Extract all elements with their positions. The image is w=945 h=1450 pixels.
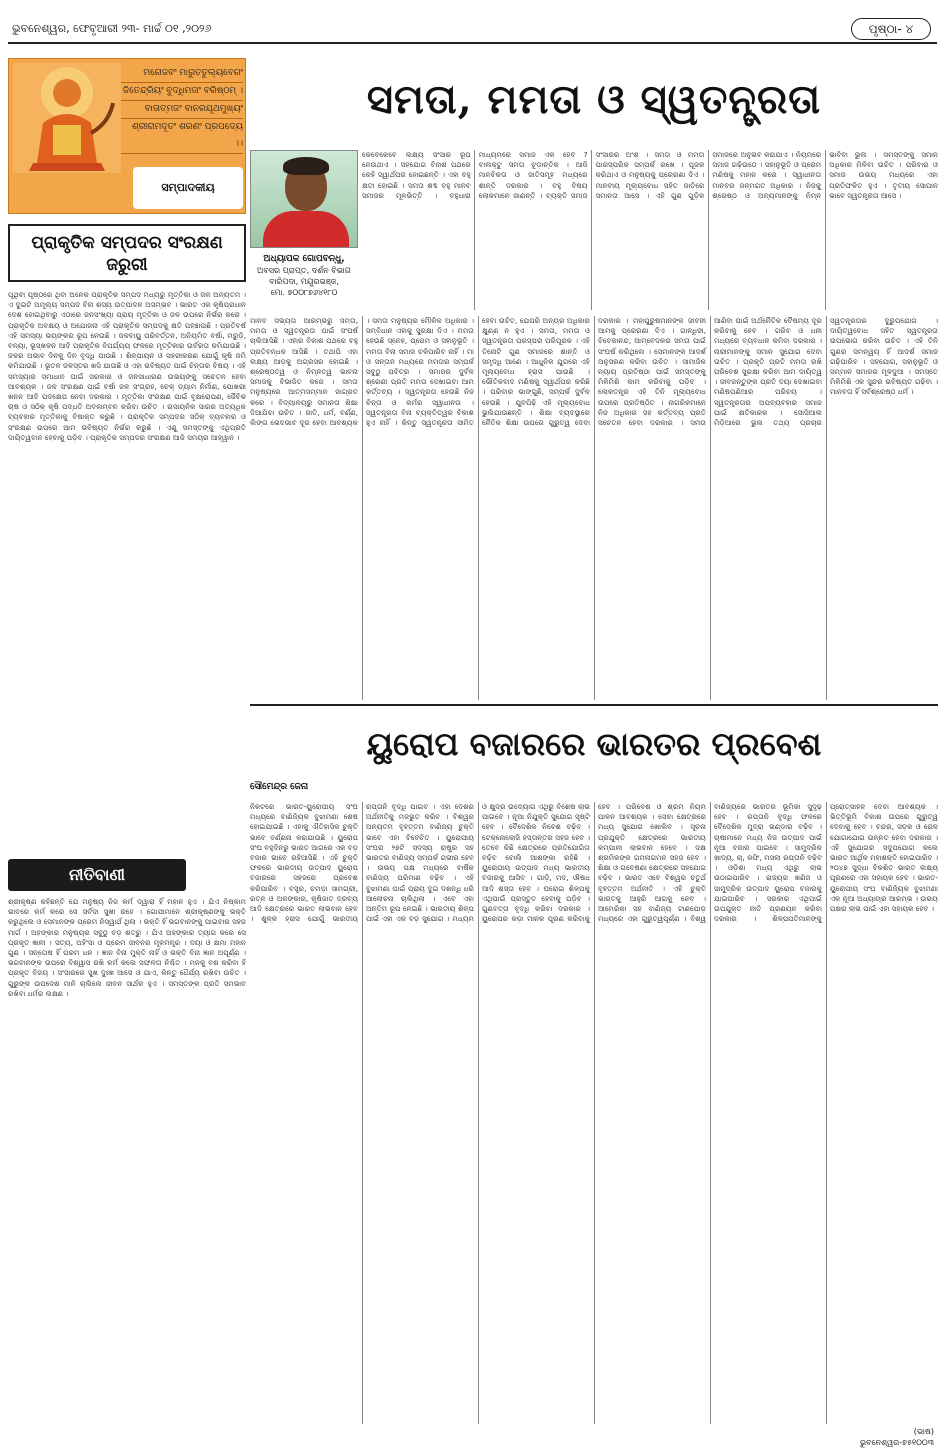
author-role: ଅବସର ପ୍ରାପ୍ତ, ଦର୍ଶନ ବିଭାଗ bbox=[257, 266, 351, 275]
verse-box bbox=[8, 58, 246, 214]
verse-line: ବାତାତ୍ମଜଂ ବାନରଯୂଥମୁଖ୍ୟଂ bbox=[121, 101, 243, 119]
sign-place: ଭୁବନେଶ୍ୱର-୭୫୧୦୦୩ bbox=[859, 1438, 934, 1447]
article1-headline: ସମତା, ମମତା ଓ ସ୍ୱତନ୍ତ୍ରତା bbox=[366, 76, 822, 123]
verse-line: ଶ୍ରୀରାମଦୂତଂ ଶରଣଂ ପ୍ରପଦ୍ୟେ ।। bbox=[121, 119, 243, 154]
article1-body: ମାନବ ସଭ୍ୟତା ଆରମ୍ଭରୁ ସମତା, ମମତା ଓ ସ୍ୱତନ୍ତ୍ରତା ପାଇଁ ସଂଘର୍ଷ ଚାଲିଆସିଛି । ଏହାର ବିକାଶ ପଥରେ ବହୁ ପ୍ରତିବନ୍ଧକ ଆସିଛି । ତଥାପି ଏହା ଲକ୍ଷ୍ୟ ଆଡ଼କୁ ଅଗ୍ରସର ହୋଇଛି । ଶ୍ରେଷ୍ଠତ୍ୱ ଓ ନିମ୍ନତ୍ୱ ଭାବନା ସମାଜକୁ ବିଭାଜିତ କରେ । ସମତା ମନୁଷ୍ୟରେ ଆତ୍ମସମ୍ମାନ ଜାଗ୍ରତ କରେ । ବିଦ୍ୟାଳୟରୁ ସମାନତା ଶିକ୍ଷା ଦିଆଯିବା ଉଚିତ । ଜାତି, ଧର୍ମ, ବର୍ଣ୍ଣ, ଲିଙ୍ଗ ଭେଦଭାବ ଦୂର ହେବା ଆବଶ୍ୟକ । ସମତା ମନୁଷ୍ୟର ମୌଳିକ ଅଧିକାର । ସମ୍ବିଧାନ ଏହାକୁ ସୁରକ୍ଷା ଦିଏ । ମମତା ହେଉଛି ସ୍ନେହ, ପ୍ରେମ ଓ ସହାନୁଭୂତି । ମମତା ବିନା ସମାଜ ଚଳିପାରିବ ନାହିଁ । ମା ଓ ସନ୍ତାନ ମଧ୍ୟରେ ମମତାର ସମ୍ପର୍କ ସବୁଠୁ ପବିତ୍ର । ସମାଜର ଦୁର୍ବଳ ଶ୍ରେଣୀ ପ୍ରତି ମମତା ଦେଖାଇବା ଆମ କର୍ତ୍ତବ୍ୟ । ସ୍ୱତନ୍ତ୍ରତା ହେଉଛି ନିଜ ଚିନ୍ତା ଓ କର୍ମର ସ୍ୱାଧୀନତା । ସ୍ୱତନ୍ତ୍ରତା ବିନା ବ୍ୟକ୍ତିତ୍ୱର ବିକାଶ ହୁଏ ନାହିଁ । କିନ୍ତୁ ସ୍ୱତନ୍ତ୍ରତା ସୀମିତ ହେବା ଉଚିତ, ଯେପରି ଅନ୍ୟର ଅଧିକାର କ୍ଷୁଣ୍ଣ ନ ହୁଏ । ସମତା, ମମତା ଓ ସ୍ୱତନ୍ତ୍ରତା ପରସ୍ପର ପରିପୂରକ । ଏହି ତିନୋଟି ଗୁଣ ସମାଜରେ ଶାନ୍ତି ଓ ସମୃଦ୍ଧି ଆଣେ । ଆଧୁନିକ ଯୁଗରେ ଏହି ମୂଲ୍ୟବୋଧ ହ୍ରାସ ପାଉଛି । ଭୌତିକବାଦ ମଣିଷକୁ ସ୍ୱାର୍ଥପର କରିଛି । ପରିବାର ଭାଙ୍ଗୁଛି, ସମ୍ପର୍କ ଦୁର୍ବଳ ହେଉଛି । ଯୁବପିଢ଼ି ଏହି ମୂଲ୍ୟବୋଧ ଭୁଲିଯାଉଛନ୍ତି । ଶିକ୍ଷା ବ୍ୟବସ୍ଥାରେ ନୈତିକ ଶିକ୍ଷା ଉପରେ ଗୁରୁତ୍ୱ ଦେବା ଦରକାର । ମହାପୁରୁଷମାନଙ୍କ ଜୀବନୀ ଆମକୁ ପ୍ରେରଣା ଦିଏ । ଗାନ୍ଧିଜୀ, ବିବେକାନନ୍ଦ, ଆମ୍ବେଦକର ସମତା ପାଇଁ ସଂଘର୍ଷ କରିଥିଲେ । ସେମାନଙ୍କ ଆଦର୍ଶ ଅନୁସରଣ କରିବା ଉଚିତ । ସାମାଜିକ ନ୍ୟାୟ ପ୍ରତିଷ୍ଠା ପାଇଁ ସମସ୍ତଙ୍କୁ ମିଳିମିଶି କାମ କରିବାକୁ ପଡ଼ିବ । ଲୋକତନ୍ତ୍ର ଏହି ତିନି ମୂଲ୍ୟବୋଧ ଉପରେ ପ୍ରତିଷ୍ଠିତ । ନାଗରିକମାନେ ନିଜ ଅଧିକାର ସହ କର୍ତ୍ତବ୍ୟ ପ୍ରତି ସଚେତନ ହେବା ଦରକାର । ସମତା ଆଣିବା ପାଇଁ ଅର୍ଥନୈତିକ ବୈଷମ୍ୟ ଦୂର କରିବାକୁ ହେବ । ଗରିବ ଓ ଧନୀ ମଧ୍ୟରେ ବ୍ୟବଧାନ କମିବା ଦରକାର । ନାରୀମାନଙ୍କୁ ସମାନ ସୁଯୋଗ ଦେବା ଉଚିତ । ପ୍ରକୃତି ପ୍ରତି ମମତା ରଖି ପରିବେଶ ସୁରକ୍ଷା କରିବା ଆମ ଦାୟିତ୍ୱ । ଜୀବଜନ୍ତୁଙ୍କ ପ୍ରତି ଦୟା ଦେଖାଇବା ମଣିଷପଣିଆର ପରିଚୟ । ସ୍ୱତନ୍ତ୍ରତାର ଅପବ୍ୟବହାର ସମାଜ ପାଇଁ କ୍ଷତିକାରକ । ସୋସିଆଲ ମିଡ଼ିଆରେ ଭୁଲ ତଥ୍ୟ ପ୍ରଚାର ସ୍ୱତନ୍ତ୍ରତାର ଦୁରୁପଯୋଗ । ଦାୟିତ୍ୱବୋଧ ସହିତ ସ୍ୱତନ୍ତ୍ରତା ଉପଭୋଗ କରିବା ଉଚିତ । ଏହି ତିନି ଗୁଣର ସମନ୍ୱୟ ହିଁ ଆଦର୍ଶ ସମାଜ ଗଢ଼ିପାରିବ । ସହଯୋଗ, ସହାନୁଭୂତି ଓ ସମ୍ମାନ ସମାଜର ମୂଳଦୁଆ । ସମସ୍ତେ ମିଳିମିଶି ଏକ ସୁନ୍ଦର ଭବିଷ୍ୟତ ଗଢ଼ିବା । ମାନବତା ହିଁ ସର୍ବଶ୍ରେଷ୍ଠ ଧର୍ମ । bbox=[250, 316, 938, 428]
article2-body: ନିକଟରେ ଭାରତ-ୟୁରୋପୀୟ ସଂଘ ମଧ୍ୟରେ ବାଣିଜ୍ୟିକ ବୁଝାମଣା ଶେଷ ହୋଇଯାଇଛି । ଏହାକୁ ଐତିହାସିକ ଚୁକ୍ତି ଭାବେ ବର୍ଣ୍ଣନା କରାଯାଉଛି । ୟୁରୋପ ସଂଘ ବହୁଦିନରୁ ଭାରତ ଆଗରେ ଏକ ବଡ଼ ବଜାର ଭାବେ ରହିଆସିଛି । ଏହି ଚୁକ୍ତି ଫଳରେ ଭାରତୀୟ ଉତ୍ପାଦ ୟୁରୋପ ବଜାରରେ ସହଜରେ ପ୍ରବେଶ କରିପାରିବ । ବସ୍ତ୍ର, ଚମଡ଼ା ସାମଗ୍ରୀ, ରତ୍ନ ଓ ଅଳଙ୍କାର, କୃଷିଜାତ ଦ୍ରବ୍ୟ ଆଦି କ୍ଷେତ୍ରରେ ଭାରତ ଲାଭବାନ ହେବ । ଶୁଳ୍କ ହ୍ରାସ ଯୋଗୁଁ ଭାରତୀୟ ରପ୍ତାନି ବୃଦ୍ଧି ପାଇବ । ଏହା ଦେଶର ଅର୍ଥନୀତିକୁ ମଜଭୁତ କରିବ । ବିଶ୍ୱର ଅନ୍ୟତମ ବୃହତ୍ତମ ବାଣିଜ୍ୟ ଚୁକ୍ତି ଭାବେ ଏହା ବିବେଚିତ । ୟୁରୋପୀୟ ସଂଘର ୨୭ଟି ସଦସ୍ୟ ରାଷ୍ଟ୍ର ସହ ଭାରତର ବାଣିଜ୍ୟ ସମ୍ପର୍କ ଗଭୀର ହେବ । ଉଭୟ ପକ୍ଷ ମଧ୍ୟରେ ବାର୍ଷିକ ବାଣିଜ୍ୟ ପରିମାଣ ବଢ଼ିବ । ଏହି ବୁଝାମଣା ପାଇଁ ପ୍ରାୟ ଦୁଇ ଦଶନ୍ଧି ଧରି ଆଲୋଚନା ଚାଲିଥିଲା । ଏବେ ଏହା ଅନ୍ତିମ ରୂପ ନେଇଛି । ଭାରତୀୟ ଶିଳ୍ପ ପାଇଁ ଏହା ଏକ ବଡ଼ ସୁଯୋଗ । ମଧ୍ୟମ ଓ କ୍ଷୁଦ୍ର ଉଦ୍ୟୋଗ ଏଥିରୁ ବିଶେଷ ଲାଭ ପାଇବେ । ନୂଆ ନିଯୁକ୍ତି ସୁଯୋଗ ସୃଷ୍ଟି ହେବ । ବୈଦେଶିକ ନିବେଶ ବଢ଼ିବ । ଟେକ୍ନୋଲୋଜି ହସ୍ତାନ୍ତର ସହଜ ହେବ । ତେବେ କିଛି କ୍ଷେତ୍ରରେ ପ୍ରତିଯୋଗିତା ବଢ଼ିବ ବୋଲି ଆଶଙ୍କା ରହିଛି । ୟୁରୋପୀୟ ଉତ୍ପାଦ ମଧ୍ୟ ଭାରତୀୟ ବଜାରକୁ ଆସିବ । ଗାଡ଼ି, ମଦ, ଔଷଧ ଆଦି ଶସ୍ତା ହେବ । ଘରୋଇ ଶିଳ୍ପକୁ ଏଥିପାଇଁ ପ୍ରସ୍ତୁତ ହେବାକୁ ପଡ଼ିବ । ଗୁଣବତ୍ତା ବୃଦ୍ଧି କରିବା ଦରକାର । ୟୁରୋପର କଡ଼ା ମାନକ ପୂରଣ କରିବାକୁ ହେବ । ପରିବେଶ ଓ ଶ୍ରମ ନିୟମ ପାଳନ ଆବଶ୍ୟକ । ସେବା କ୍ଷେତ୍ରରେ ମଧ୍ୟ ସୁଯୋଗ ଖୋଲିବ । ସୂଚନା ପ୍ରଯୁକ୍ତି କ୍ଷେତ୍ରରେ ଭାରତୀୟ କମ୍ପାନୀ ଲାଭବାନ ହେବେ । ଦକ୍ଷ ଶ୍ରମିକଙ୍କ ଗମନାଗମନ ସହଜ ହେବ । ଶିକ୍ଷା ଓ ଗବେଷଣା କ୍ଷେତ୍ରରେ ସହଯୋଗ ବଢ଼ିବ । ଭାରତ ଏବେ ବିଶ୍ୱର ଚତୁର୍ଥ ବୃହତ୍ତମ ଅର୍ଥନୀତି । ଏହି ଚୁକ୍ତି ଭାରତକୁ ଆହୁରି ଆଗକୁ ନେବ । ଆମେରିକା ସହ ବାଣିଜ୍ୟ ଟାଣପୋଡ଼ ମଧ୍ୟରେ ଏହା ଗୁରୁତ୍ୱପୂର୍ଣ୍ଣ । ବିଶ୍ୱ ବାଣିଜ୍ୟରେ ଭାରତର ଭୂମିକା ସୁଦୃଢ଼ ହେବ । ରପ୍ତାନି ବୃଦ୍ଧି ଫଳରେ ବୈଦେଶିକ ମୁଦ୍ରା ଭଣ୍ଡାର ବଢ଼ିବ । ଚାଷୀମାନେ ମଧ୍ୟ ନିଜ ଉତ୍ପାଦ ପାଇଁ ନୂଆ ବଜାର ପାଇବେ । ସାମୁଦ୍ରିକ ଖାଦ୍ୟ, ଚା, କଫି, ମସଲା ରପ୍ତାନି ବଢ଼ିବ । ଓଡ଼ିଶା ମଧ୍ୟ ଏଥିରୁ ଲାଭ ଉଠାଇପାରିବ । ରାଜ୍ୟର ଖଣିଜ ଓ ସାମୁଦ୍ରିକ ଉତ୍ପାଦ ୟୁରୋପ ବଜାରକୁ ଯାଇପାରିବ । ସରକାର ଏଥିପାଇଁ ଉପଯୁକ୍ତ ନୀତି ପ୍ରଣୟନ କରିବା ଦରକାର । ଶିଳ୍ପପତିମାନଙ୍କୁ ପ୍ରୋତ୍ସାହନ ଦେବା ଆବଶ୍ୟକ । ଭିତ୍ତିଭୂମି ବିକାଶ ଉପରେ ଗୁରୁତ୍ୱ ଦେବାକୁ ହେବ । ବନ୍ଦର, ସଡ଼କ ଓ ରେଳ ଯୋଗାଯୋଗ ଉନ୍ନତ ହେବା ଦରକାର । ଏହି ସୁଯୋଗର ସଦୁପଯୋଗ କଲେ ଭାରତ ଆର୍ଥିକ ମହାଶକ୍ତି ହୋଇପାରିବ । ୨୦୪୭ ସୁଦ୍ଧା ବିକଶିତ ଭାରତ ଲକ୍ଷ୍ୟ ପୂରଣରେ ଏହା ସହାୟକ ହେବ । ଭାରତ-ୟୁରୋପୀୟ ସଂଘ ବାଣିଜ୍ୟିକ ବୁଝାମଣା ଏକ ନୂଆ ଅଧ୍ୟାୟର ଆରମ୍ଭ । ଉଭୟ ପକ୍ଷର ଲାଭ ପାଇଁ ଏହା ସହାୟକ ହେବ । bbox=[250, 802, 938, 924]
article2-headline: ୟୁରୋପ ବଜାରରେ ଭାରତର ପ୍ରବେଶ bbox=[366, 725, 822, 763]
author-place: ବାରିପଦା, ମୟୂରଭଞ୍ଜ, bbox=[269, 277, 339, 286]
verse-text bbox=[121, 65, 243, 154]
sign-source: (ଭାଷ) bbox=[913, 1427, 934, 1436]
dateline: ଭୁବନେଶ୍ୱର, ଫେବୃଆରୀ ୨୩- ମାର୍ଚ୍ଚ ୦୧ ,୨୦୨୬ bbox=[12, 22, 212, 35]
section-divider bbox=[250, 704, 938, 706]
sampadakiya-label: ସମ୍ପାଦକୀୟ bbox=[133, 167, 243, 209]
page-header bbox=[8, 18, 937, 44]
hanuman-illustration-icon bbox=[13, 63, 121, 173]
article2-sign bbox=[860, 1426, 934, 1448]
article2-byline: ସୌମେନ୍ଦ୍ର ଜେନା bbox=[250, 782, 309, 792]
author-name: ଅଧ୍ୟାପକ ଗୋପବନ୍ଧୁ, bbox=[263, 254, 345, 264]
nitibani-title: ନୀତିବାଣୀ bbox=[8, 859, 186, 891]
author-info bbox=[250, 254, 358, 298]
verse-line: ମନୋଜବଂ ମାରୁତତୁଲ୍ୟବେଗଂ bbox=[121, 65, 243, 83]
author-phone: ମୋ. ୭୦୦୮୭୬୪୧୮୦ bbox=[270, 288, 338, 297]
author-photo bbox=[250, 150, 358, 248]
nitibani-body: ଶ୍ରୀକୃଷ୍ଣ କହିଛନ୍ତି ଯେ ମନୁଷ୍ୟ ନିଜ କର୍ମ ଦ୍ୱାରା ହିଁ ମହାନ ହୁଏ । ଯିଏ ନିଷ୍କାମ ଭାବରେ କର୍ମ କରେ ସେ ସର୍ବଦା ସୁଖୀ ରହେ । ଗୋପୀମାନେ ଶ୍ରୀକୃଷ୍ଣଙ୍କୁ ଭକ୍ତି କରୁଥିଲେ ଓ ସେମାନଙ୍କ ପ୍ରେମ ନିସ୍ୱାର୍ଥ ଥିଲା । ଭକ୍ତି ହିଁ ଭଗବାନଙ୍କୁ ପାଇବାର ସହଜ ମାର୍ଗ । ଅହଙ୍କାର ମନୁଷ୍ୟର ସବୁଠୁ ବଡ଼ ଶତ୍ରୁ । ଯିଏ ଅହଙ୍କାର ତ୍ୟାଗ କରେ ସେ ପ୍ରକୃତ ଜ୍ଞାନୀ । ସତ୍ୟ, ଅହିଂସା ଓ ପ୍ରେମ ଜୀବନର ମୂଳମନ୍ତ୍ର । ଦୟା ଓ କ୍ଷମା ମହାନ ଗୁଣ । ସନ୍ତୋଷ ହିଁ ପରମ ଧନ । ଜ୍ଞାନ ବିନା ମୁକ୍ତି ନାହିଁ ଓ ଭକ୍ତି ବିନା ଜ୍ଞାନ ଅପୂର୍ଣ୍ଣ । ଭଗବାନଙ୍କ ଉପରେ ବିଶ୍ୱାସ ରଖି କର୍ମ କଲେ ସଫଳତା ନିଶ୍ଚିତ । ମନକୁ ବଶ କରିବା ହିଁ ପ୍ରକୃତ ବିଜୟ । ସଂସାରରେ ସୁଖ ଦୁଃଖ ଆସେ ଓ ଯାଏ, କିନ୍ତୁ ଧୈର୍ଯ୍ୟ ରଖିବା ଉଚିତ । ଗୁରୁଙ୍କ ଉପଦେଶ ମାନି ଚାଲିଲେ ଜୀବନ ସାର୍ଥକ ହୁଏ । ସମସ୍ତଙ୍କ ପ୍ରତି ସମଭାବ ରଖିବା ଧର୍ମର ଲକ୍ଷଣ । bbox=[8, 897, 246, 998]
editorial-title: ପ୍ରାକୃତିକ ସମ୍ପଦର ସଂରକ୍ଷଣ ଜରୁରୀ bbox=[8, 224, 246, 282]
editorial-body: ପୃଥିବୀ ପୃଷ୍ଠରେ ଥିବା ଅନେକ ପ୍ରାକୃତିକ ସମ୍ପଦ ମଧ୍ୟରୁ ମୃତ୍ତିକା ଓ ଜଳ ଅନ୍ୟତମ । ଏ ଦୁଇଟି ଅମୂଲ୍ୟ ସମ୍ପଦ ବିନା ଶସ୍ୟ ଉତ୍ପାଦନ ଅସମ୍ଭବ । ଭାରତ ଏକ କୃଷିପ୍ରଧାନ ଦେଶ ହୋଇଥିବାରୁ ଏଠାରେ ଜନସଂଖ୍ୟା ପ୍ରାୟ ମୃତ୍ତିକା ଓ ଜଳ ଉପରେ ନିର୍ଭର କରେ । ପ୍ରାକୃତିକ ଅବକ୍ଷୟ ଓ ଅଯୋଜନା ଏହି ପ୍ରାକୃତିକ ସମ୍ପଦକୁ କ୍ଷତି ପହଞ୍ଚାଉଛି । ପ୍ରତିବର୍ଷ ଏହି ସମସ୍ୟା ଭୟଙ୍କର ରୂପ ନେଉଛି । ଜଳବାୟୁ ପରିବର୍ତ୍ତନ, ଅନିୟମିତ ବର୍ଷା, ମରୁଡ଼ି, ବନ୍ୟା, ଭୂସ୍ଖଳନ ଆଦି ପ୍ରାକୃତିକ ବିପର୍ଯ୍ୟୟ ଫଳରେ ମୃତ୍ତିକାର ଉର୍ବରତା କମିଯାଉଛି । ଜଳର ଅଭାବ ଦିନକୁ ଦିନ ବୃଦ୍ଧି ପାଉଛି । ଶିଳ୍ପାୟନ ଓ ସହରୀକରଣ ଯୋଗୁଁ କୃଷି ଜମି କମିଯାଉଛି । ଭୂତଳ ଜଳସ୍ତର ଖସି ଯାଉଛି ଓ ଏହା ଭବିଷ୍ୟତ ପାଇଁ ଚିନ୍ତାର ବିଷୟ । ଏହି ସମସ୍ୟାର ସମାଧାନ ପାଇଁ ସରକାର ଓ ଜନସାଧାରଣ ଉଭୟଙ୍କୁ ସଚେତନ ହେବା ଆବଶ୍ୟକ । ଜଳ ସଂରକ୍ଷଣ ପାଇଁ ବର୍ଷା ଜଳ ସଂଗ୍ରହ, ଚେକ୍ ଡ୍ୟାମ ନିର୍ମାଣ, ପୋଖରୀ ଖନନ ଆଦି ପଦକ୍ଷେପ ନେବା ଦରକାର । ମୃତ୍ତିକା ସଂରକ୍ଷଣ ପାଇଁ ବୃକ୍ଷରୋପଣ, ଜୈବିକ ଚାଷ ଓ ସଠିକ୍ କୃଷି ପଦ୍ଧତି ଅବଲମ୍ବନ କରିବା ଉଚିତ । ରାସାୟନିକ ସାରର ଅତ୍ୟଧିକ ବ୍ୟବହାର ମୃତ୍ତିକାକୁ ବିଷାକ୍ତ କରୁଛି । ପ୍ରାକୃତିକ ସମ୍ପଦର ସଠିକ୍ ବ୍ୟବହାର ଓ ସଂରକ୍ଷଣ ଉପରେ ଆମ ଭବିଷ୍ୟତ ନିର୍ଭର କରୁଛି । ଏଣୁ ସମସ୍ତଙ୍କୁ ଏଥିପ୍ରତି ଦାୟିତ୍ୱବାନ ହେବାକୁ ପଡ଼ିବ । ପ୍ରାକୃତିକ ସମ୍ପଦର ସଂରକ୍ଷଣ ଆଜି ସମୟର ଆହ୍ୱାନ । bbox=[8, 290, 246, 442]
article1-top-text: କେବେକେବେ ଲକ୍ଷ୍ୟ ସଂସାର ରୂପ ନେଉଥାଏ । ସହଯୋଗ ବିନାଶ ପଥରେ କେହି ସ୍ୱାର୍ଥପର ହୋଇଛନ୍ତି । ଏହା ବହୁ କ୍ଷତୀ ହୋଇଛି । ସମତା ଶବ୍ଦ ବହୁ ମାନବ ସମାଜର ମୂଳଭିତ୍ତି । ବହୁଧାରା ମାଧ୍ୟମରେ ସମାଜ ଏକ ହେବ ? ବାଲକ୍ଟୁ ସମତା ଚୂଡ଼ାନ୍ତିକ । ଆଜି ମାନବିକତା ଓ ଜାତିସମୂହ ମଧ୍ୟରେ ଶାନ୍ତି ଦରକାର । ବହୁ ବିଷୟ ଲୋକମାନେ ଜାଣନ୍ତି । ବ୍ୟକ୍ତି ସମାଜ ସଂସାରର ଅଂଶ । ସମତା ଓ ମମତା ପାରସ୍ପରିକ ସମ୍ପର୍କ ରଖେ । ପୂଜକ କରିଥାଏ ଓ ମନୁଷ୍ୟକୁ ପ୍ରେରଣା ଦିଏ । ମାନବୀୟ ମୂଲ୍ୟବୋଧ ସହିତ ଜାତିରେ ସମାନତା ଆସେ । ଏହି ଗୁଣ ଗୁଡ଼ିକ ସମାଜରେ ଅନୁଭବ କରାଯାଏ । ନିୟମରେ ସମାଜ ଗଢ଼ିଉଠେ । ସହାନୁଭୂତି ଓ ପ୍ରେମ ମଣିଷକୁ ମହାନ କରେ । ସ୍ୱାଧୀନତା ମାନବର ଜନ୍ମଗତ ଅଧିକାର । ନିଜକୁ ଶ୍ରେଷ୍ଠ ଓ ଅନ୍ୟମାନଙ୍କୁ ନିମ୍ନ ଭାବିବା ଭୁଲ । ସମସ୍ତଙ୍କୁ ସମାନ ଅଧିକାର ମିଳିବା ଉଚିତ । ପରିବାର ଓ ସମାଜ ଉଭୟ ମଧ୍ୟରେ ଏହା ପ୍ରତିଫଳିତ ହୁଏ । ତୃତୀୟ ସୋପାନ ଭାବେ ସ୍ୱତନ୍ତ୍ରତା ଆସେ । bbox=[362, 150, 938, 200]
left-column bbox=[8, 58, 246, 1438]
verse-line: ଜିତେନ୍ଦ୍ରିୟଂ ବୁଦ୍ଧିମତାଂ ବରିଷ୍ଠମ୍ । bbox=[121, 83, 243, 101]
main-articles bbox=[250, 58, 938, 1447]
page-number: ପୃଷ୍ଠା- ୪ bbox=[851, 18, 931, 40]
